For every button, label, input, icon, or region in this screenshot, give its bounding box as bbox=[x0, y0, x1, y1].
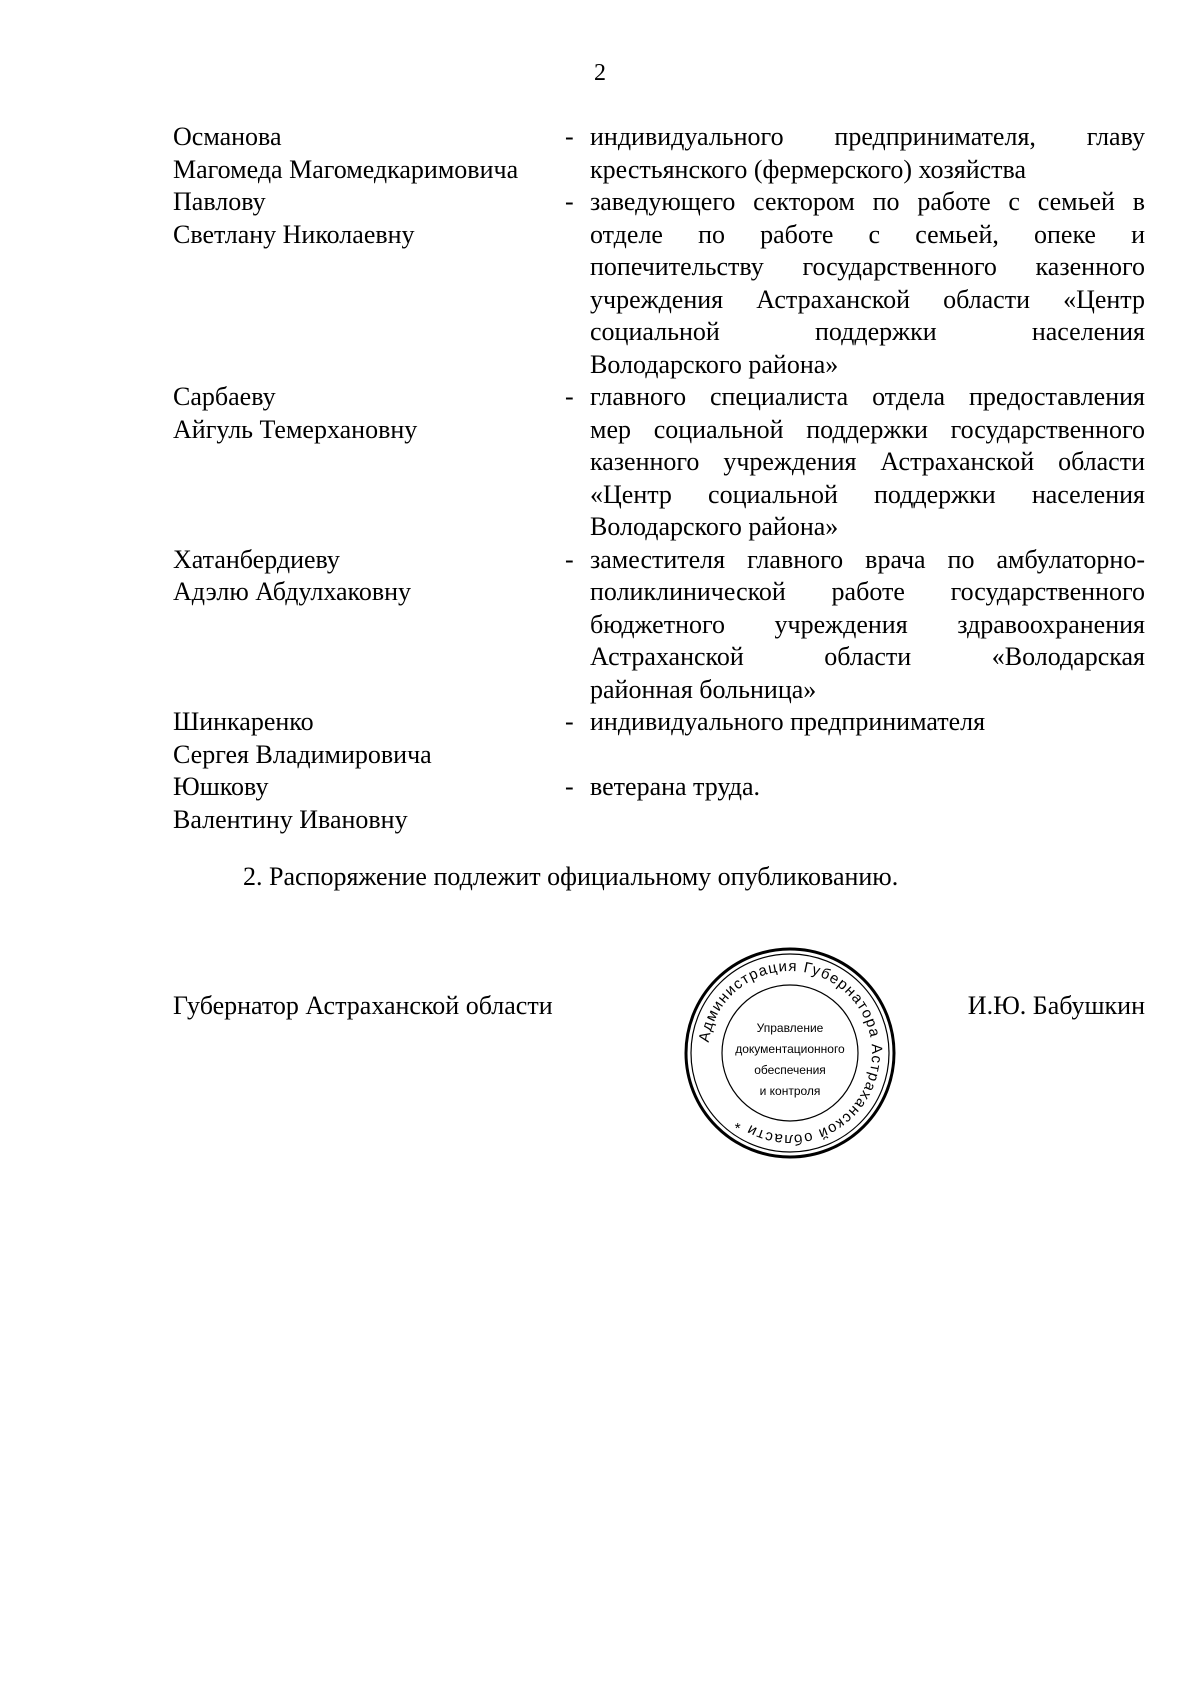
name-line: Айгуль Темерхановну bbox=[173, 414, 418, 444]
role-line: социальной поддержки населения bbox=[590, 317, 1145, 346]
list-item bbox=[173, 121, 1145, 186]
person-name bbox=[173, 771, 565, 836]
role-line: Володарского района» bbox=[590, 349, 839, 379]
official-seal bbox=[680, 943, 900, 1163]
seal-inner-line: документационного bbox=[735, 1042, 845, 1056]
role-line: казенного учреждения Астраханской области bbox=[590, 447, 1145, 476]
seal-inner-line: Управление bbox=[756, 1021, 824, 1035]
role-line: ветерана труда. bbox=[590, 772, 761, 801]
role-line: попечительству государственного казенного bbox=[590, 252, 1145, 281]
role-line: «Центр социальной поддержки населения bbox=[590, 479, 1145, 509]
person-role bbox=[590, 771, 1145, 836]
person-role bbox=[590, 381, 1145, 544]
person-role bbox=[590, 706, 1145, 771]
name-line: Османова bbox=[173, 122, 282, 151]
dash: - bbox=[565, 544, 574, 574]
person-name bbox=[173, 706, 565, 771]
name-line: Светлану Николаевну bbox=[173, 219, 415, 249]
person-role bbox=[590, 186, 1145, 381]
role-line: бюджетного учреждения здравоохранения bbox=[590, 609, 1145, 639]
dash: - bbox=[565, 122, 574, 151]
role-line: учреждения Астраханской области «Центр bbox=[590, 284, 1145, 314]
role-line: заместителя главного врача по амбулаторно- bbox=[590, 544, 1145, 574]
dash: - bbox=[565, 187, 574, 216]
person-name bbox=[173, 544, 565, 707]
name-line: Хатанбердиеву bbox=[173, 544, 340, 574]
signatory-position: Губернатор Астраханской области bbox=[173, 991, 553, 1020]
person-name bbox=[173, 121, 565, 186]
seal-graphic bbox=[680, 943, 900, 1163]
name-line: Юшкову bbox=[173, 772, 269, 801]
list-item bbox=[173, 381, 1145, 544]
dash: - bbox=[565, 707, 574, 736]
name-line: Магомеда Магомедкаримовича bbox=[173, 154, 519, 184]
name-line: Сергея Владимировича bbox=[173, 739, 432, 769]
role-line: мер социальной поддержки государственного bbox=[590, 414, 1145, 444]
role-line: отделе по работе с семьей, опеке и bbox=[590, 219, 1145, 249]
role-line: районная больница» bbox=[590, 674, 817, 704]
role-line: поликлинической работе государственного bbox=[590, 577, 1145, 606]
signatory-name: И.Ю. Бабушкин bbox=[967, 991, 1145, 1020]
seal-ring-text: Администрация Губернатора Астраханской области * bbox=[695, 957, 886, 1149]
role-line: индивидуального предпринимателя, главу bbox=[590, 122, 1145, 151]
role-line: крестьянского (фермерского) хозяйства bbox=[590, 154, 1027, 184]
name-line: Шинкаренко bbox=[173, 707, 314, 736]
dash: - bbox=[565, 382, 574, 411]
person-name bbox=[173, 381, 565, 544]
list-item bbox=[173, 771, 1145, 836]
role-line: индивидуального предпринимателя bbox=[590, 707, 986, 736]
seal-inner-line: и контроля bbox=[759, 1084, 821, 1098]
appointee-list bbox=[173, 121, 1145, 836]
name-line: Адэлю Абдулхаковну bbox=[173, 577, 412, 606]
seal-inner-line: обеспечения bbox=[754, 1063, 826, 1077]
role-line: Астраханской области «Володарская bbox=[590, 642, 1145, 671]
dash: - bbox=[565, 772, 574, 801]
list-item bbox=[173, 706, 1145, 771]
person-role bbox=[590, 121, 1145, 186]
role-line: Володарского района» bbox=[590, 512, 839, 541]
list-item bbox=[173, 544, 1145, 707]
person-role bbox=[590, 544, 1145, 707]
role-line: заведующего сектором по работе с семьей в bbox=[590, 187, 1145, 216]
publication-paragraph: 2. Распоряжение подлежит официальному опубликованию. bbox=[243, 862, 899, 891]
page-number: 2 bbox=[594, 60, 606, 86]
role-line: главного специалиста отдела предоставления bbox=[590, 382, 1145, 411]
name-line: Сарбаеву bbox=[173, 382, 276, 411]
name-line: Павлову bbox=[173, 187, 266, 216]
person-name bbox=[173, 186, 565, 381]
list-item bbox=[173, 186, 1145, 381]
name-line: Валентину Ивановну bbox=[173, 804, 408, 834]
